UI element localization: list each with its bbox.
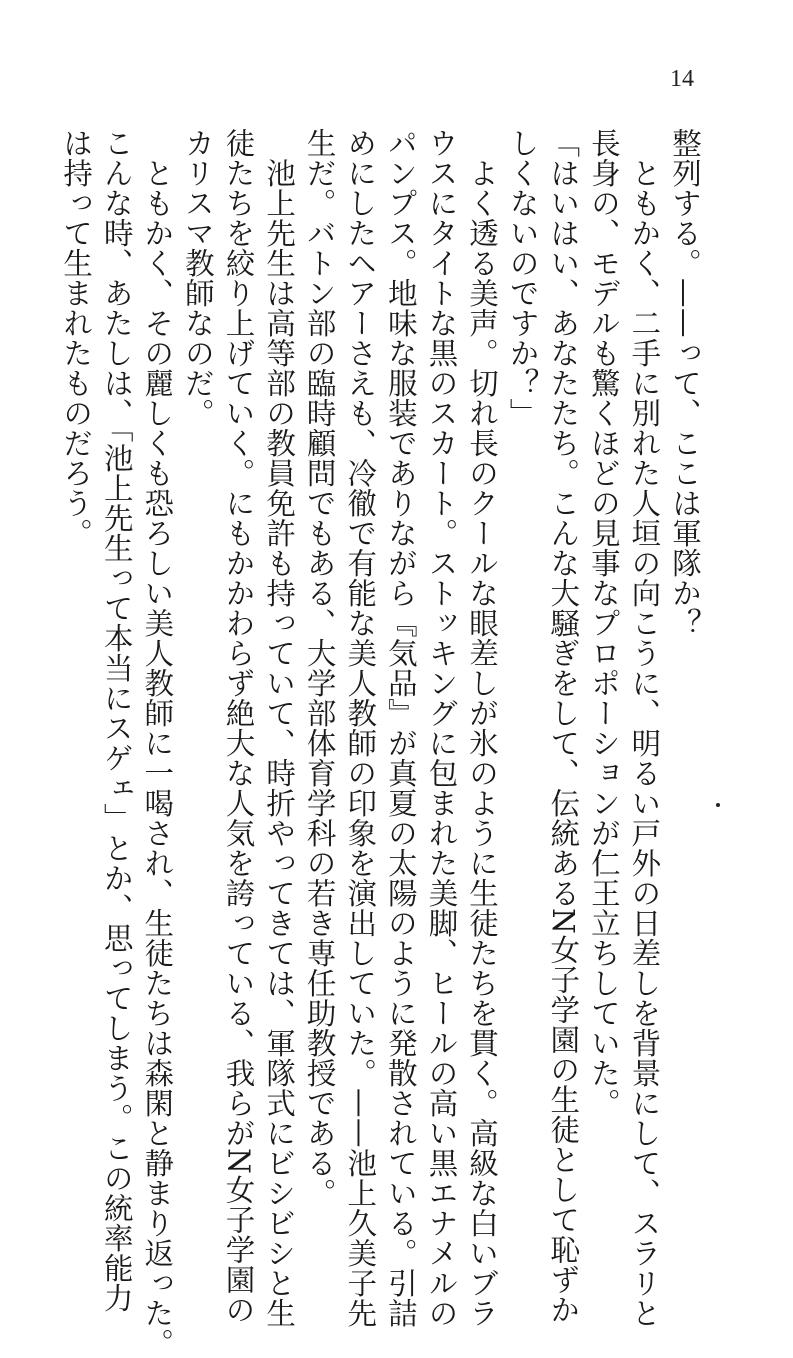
text-line: 「はいはい、あなたたち。こんな大騒ぎをして、伝統あるN女子学園の生徒として恥ずか	[546, 128, 581, 1325]
text-line: ともかく、その麗しくも恐ろしい美人教師に一喝され、生徒たちは森閑と静まり返った。	[140, 128, 175, 1358]
scan-dot	[716, 803, 720, 807]
text-line: よく透る美声。切れ長のクールな眼差しが氷のように生徒たちを貫く。高級な白いブラ	[465, 128, 500, 1328]
text-line: パンプス。地味な服装でありながら『気品』が真夏の太陽のように発散されている。引詰	[383, 128, 418, 1328]
vertical-text-body	[56, 128, 706, 1358]
text-line: ウスにタイトな黒のスカート。ストッキングに包まれた美脚、ヒールの高い黒エナメルの	[424, 128, 459, 1328]
text-line: めにしたヘアーさえも、冷徹で有能な美人教師の印象を演出していた。——池上久美子先	[343, 128, 378, 1328]
text-line: 池上先生は高等部の教員免許も持っていて、時折やってきては、軍隊式にビシビシと生	[262, 128, 297, 1328]
text-line: 生だ。バトン部の臨時顧問でもある、大学部体育学科の若き専任助教授である。	[302, 128, 337, 1208]
text-line: カリスマ教師なのだ。	[180, 128, 215, 428]
text-line: 整列する。——って、ここは軍隊か？	[668, 128, 702, 638]
text-line: しくないのですか？」	[505, 128, 540, 428]
page-number: 14	[670, 66, 694, 92]
text-line: こんな時、あたしは、「池上先生って本当にスゲェ」とか、思ってしまう。この統率能力	[99, 128, 134, 1314]
text-line: 徒たちを絞り上げていく。にもかかわらず絶大な人気を誇っている、我らがN女子学園の	[221, 128, 256, 1325]
text-line: ともかく、二手に別れた人垣の向こうに、明るい戸外の日差しを背景にして、スラリと	[627, 128, 662, 1328]
text-line: 長身の、モデルも驚くほどの見事なプロポーションが仁王立ちしていた。	[586, 128, 621, 1118]
text-line: は持って生まれたものだろう。	[59, 128, 94, 548]
